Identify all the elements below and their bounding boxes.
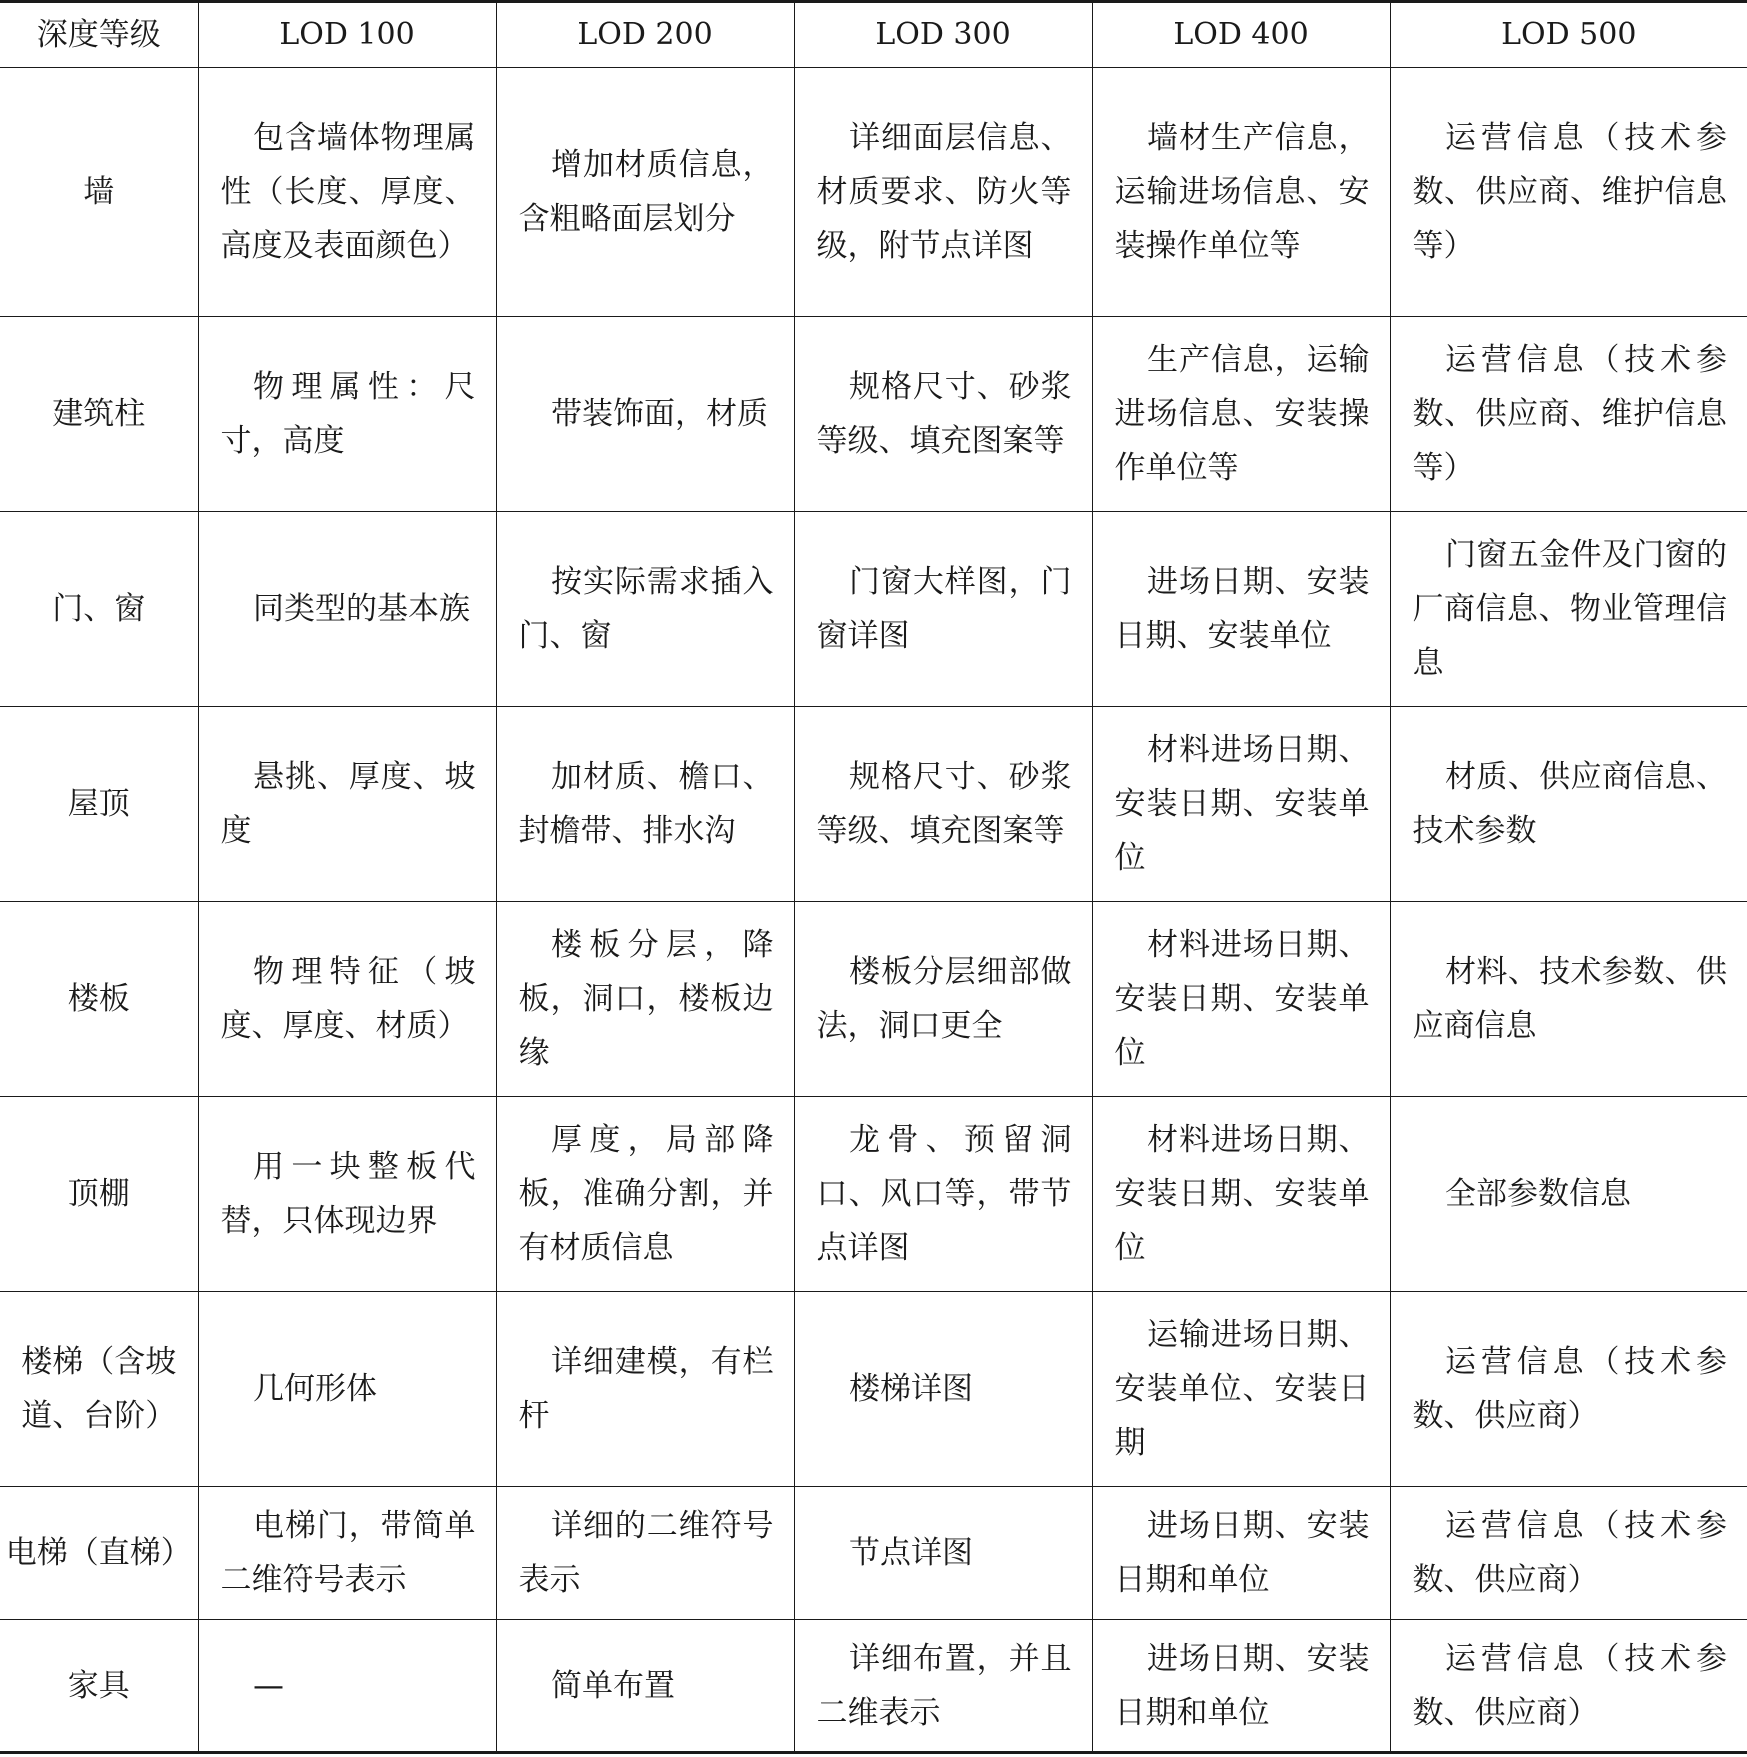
table-row-furniture — [0, 1620, 1747, 1753]
cell-lod-100: 电梯门，带简单二维符号表示 — [198, 1487, 496, 1620]
table-row-wall — [0, 68, 1747, 317]
cell-lod-500: 门窗五金件及门窗的厂商信息、物业管理信息 — [1390, 512, 1747, 707]
cell-lod-100: 包含墙体物理属性（长度、厚度、高度及表面颜色） — [198, 68, 496, 317]
table-header-row — [0, 2, 1747, 68]
cell-lod-300: 龙骨、预留洞口、风口等，带节点详图 — [794, 1097, 1092, 1292]
header-lod-200: LOD 200 — [496, 2, 794, 68]
cell-lod-400: 材料进场日期、安装日期、安装单位 — [1092, 707, 1390, 902]
cell-lod-200: 楼板分层，降板，洞口，楼板边缘 — [496, 902, 794, 1097]
cell-lod-200: 厚度，局部降板，准确分割，并有材质信息 — [496, 1097, 794, 1292]
cell-lod-500: 材质、供应商信息、技术参数 — [1390, 707, 1747, 902]
cell-lod-400: 进场日期、安装日期和单位 — [1092, 1487, 1390, 1620]
row-label: 屋顶 — [0, 707, 198, 902]
cell-lod-100: 物理特征（坡度、厚度、材质） — [198, 902, 496, 1097]
table-row-column — [0, 317, 1747, 512]
row-label: 顶棚 — [0, 1097, 198, 1292]
cell-lod-500: 全部参数信息 — [1390, 1097, 1747, 1292]
cell-lod-400: 进场日期、安装日期和单位 — [1092, 1620, 1390, 1753]
cell-lod-100: 同类型的基本族 — [198, 512, 496, 707]
cell-lod-500: 运营信息（技术参数、供应商） — [1390, 1620, 1747, 1753]
cell-lod-400: 材料进场日期、安装日期、安装单位 — [1092, 902, 1390, 1097]
row-label: 门、窗 — [0, 512, 198, 707]
row-label: 电梯（直梯） — [0, 1487, 198, 1620]
cell-lod-300: 楼梯详图 — [794, 1292, 1092, 1487]
table-row-elevator — [0, 1487, 1747, 1620]
cell-lod-300: 节点详图 — [794, 1487, 1092, 1620]
header-lod-100: LOD 100 — [198, 2, 496, 68]
cell-lod-400: 材料进场日期、安装日期、安装单位 — [1092, 1097, 1390, 1292]
header-lod-500: LOD 500 — [1390, 2, 1747, 68]
cell-lod-400: 生产信息，运输进场信息、安装操作单位等 — [1092, 317, 1390, 512]
cell-lod-300: 楼板分层细部做法，洞口更全 — [794, 902, 1092, 1097]
table-row-floor-slab — [0, 902, 1747, 1097]
cell-lod-300: 门窗大样图，门窗详图 — [794, 512, 1092, 707]
cell-lod-100: 几何形体 — [198, 1292, 496, 1487]
cell-lod-400: 墙材生产信息，运输进场信息、安装操作单位等 — [1092, 68, 1390, 317]
cell-lod-200: 详细的二维符号表示 — [496, 1487, 794, 1620]
row-label: 家具 — [0, 1620, 198, 1753]
cell-lod-200: 加材质、檐口、封檐带、排水沟 — [496, 707, 794, 902]
cell-lod-200: 详细建模，有栏杆 — [496, 1292, 794, 1487]
cell-lod-100: 悬挑、厚度、坡度 — [198, 707, 496, 902]
cell-lod-500: 运营信息（技术参数、供应商、维护信息等） — [1390, 68, 1747, 317]
cell-lod-500: 运营信息（技术参数、供应商） — [1390, 1487, 1747, 1620]
cell-lod-300: 规格尺寸、砂浆等级、填充图案等 — [794, 707, 1092, 902]
cell-lod-400: 进场日期、安装日期、安装单位 — [1092, 512, 1390, 707]
table-row-stairs — [0, 1292, 1747, 1487]
cell-lod-500: 材料、技术参数、供应商信息 — [1390, 902, 1747, 1097]
header-depth-level: 深度等级 — [0, 2, 198, 68]
cell-lod-300: 详细布置，并且二维表示 — [794, 1620, 1092, 1753]
table-row-door-window — [0, 512, 1747, 707]
cell-lod-200: 按实际需求插入门、窗 — [496, 512, 794, 707]
table-row-ceiling — [0, 1097, 1747, 1292]
header-lod-300: LOD 300 — [794, 2, 1092, 68]
cell-lod-100: 用一块整板代替，只体现边界 — [198, 1097, 496, 1292]
row-label: 楼板 — [0, 902, 198, 1097]
cell-lod-500: 运营信息（技术参数、供应商） — [1390, 1292, 1747, 1487]
cell-lod-200: 增加材质信息，含粗略面层划分 — [496, 68, 794, 317]
cell-lod-300: 详细面层信息、材质要求、防火等级，附节点详图 — [794, 68, 1092, 317]
cell-lod-200: 带装饰面，材质 — [496, 317, 794, 512]
cell-lod-100: 物理属性：尺寸，高度 — [198, 317, 496, 512]
header-lod-400: LOD 400 — [1092, 2, 1390, 68]
cell-lod-100: — — [198, 1620, 496, 1753]
row-label: 墙 — [0, 68, 198, 317]
table-row-roof — [0, 707, 1747, 902]
cell-lod-200: 简单布置 — [496, 1620, 794, 1753]
row-label: 楼梯（含坡道、台阶） — [0, 1292, 198, 1487]
cell-lod-300: 规格尺寸、砂浆等级、填充图案等 — [794, 317, 1092, 512]
row-label: 建筑柱 — [0, 317, 198, 512]
cell-lod-400: 运输进场日期、安装单位、安装日期 — [1092, 1292, 1390, 1487]
cell-lod-500: 运营信息（技术参数、供应商、维护信息等） — [1390, 317, 1747, 512]
